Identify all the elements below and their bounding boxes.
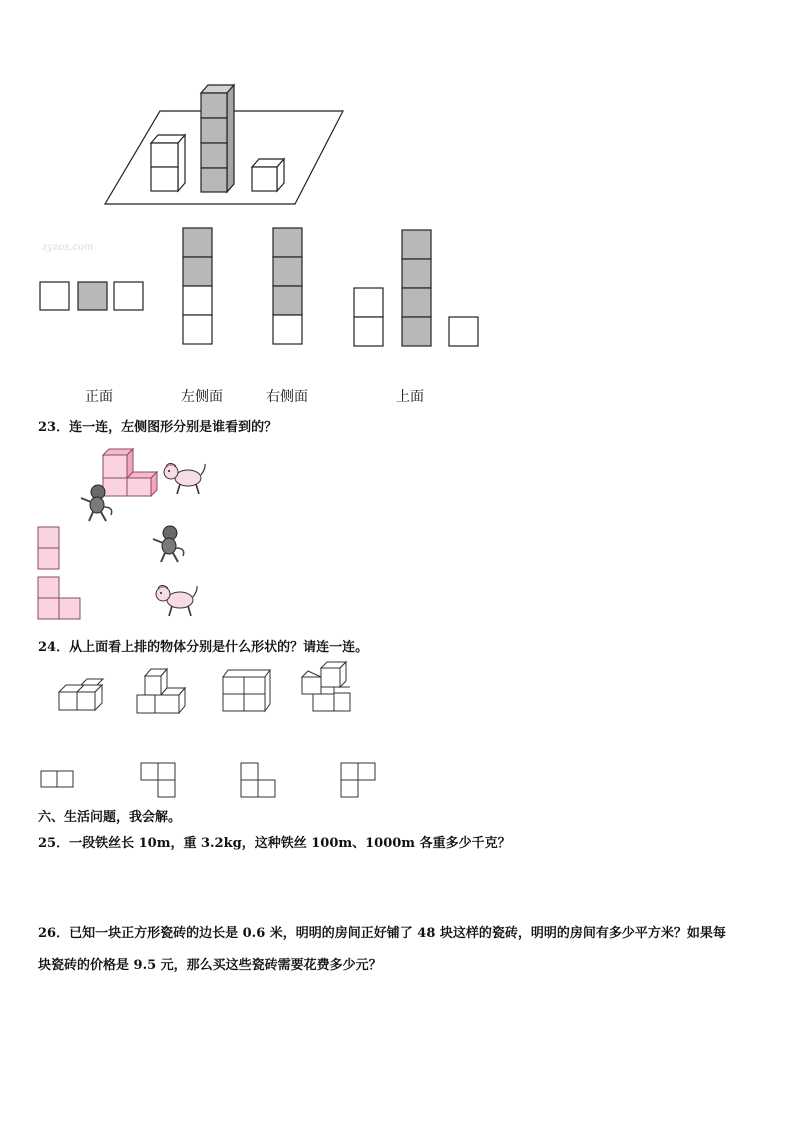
top-view-4 xyxy=(340,762,378,800)
shape-vertical-two xyxy=(37,526,63,572)
label-right: 右侧面 xyxy=(266,389,308,405)
shape-l-three xyxy=(37,576,85,622)
dog-icon xyxy=(150,582,200,618)
section-6-title: 六、生活问题，我会解。 xyxy=(38,810,182,825)
label-front: 正面 xyxy=(85,389,113,405)
view-front-drawing xyxy=(38,280,148,312)
object-2 xyxy=(135,664,187,718)
view-top-drawing xyxy=(353,228,483,348)
monkey-icon xyxy=(78,483,116,523)
question-23: 23．连一连，左侧图形分别是谁看到的？ xyxy=(38,420,278,435)
stack-left xyxy=(151,135,185,191)
top-view-1 xyxy=(40,770,76,790)
view-right-drawing xyxy=(272,227,306,347)
stack-middle xyxy=(201,85,234,192)
monkey-icon xyxy=(150,524,188,564)
stack-right xyxy=(252,159,284,191)
question-26-line-1: 26．已知一块正方形瓷砖的边长是 0.6 米，明明的房间正好铺了 48 块这样的瓷砖，明明的房间有多少平方米？如果每 xyxy=(38,926,726,941)
object-4 xyxy=(300,659,356,715)
object-3 xyxy=(220,666,272,714)
watermark: zyzos.com xyxy=(42,242,94,253)
dog-icon xyxy=(158,460,208,496)
top-view-2 xyxy=(140,762,178,800)
label-top: 上面 xyxy=(396,389,424,405)
label-left: 左侧面 xyxy=(181,389,223,405)
question-25: 25．一段铁丝长 10m，重 3.2kg，这种铁丝 100m、1000m 各重多少千克？ xyxy=(38,836,511,851)
question-26 xyxy=(38,918,778,982)
top-view-3 xyxy=(240,762,278,800)
view-left-drawing xyxy=(182,227,216,347)
question-24: 24．从上面看上排的物体分别是什么形状的？请连一连。 xyxy=(38,640,369,655)
cube-stack-figure xyxy=(100,80,360,210)
question-26-line-2: 块瓷砖的价格是 9.5 元，那么买这些瓷砖需要花费多少元？ xyxy=(38,958,382,973)
object-1 xyxy=(57,676,107,716)
